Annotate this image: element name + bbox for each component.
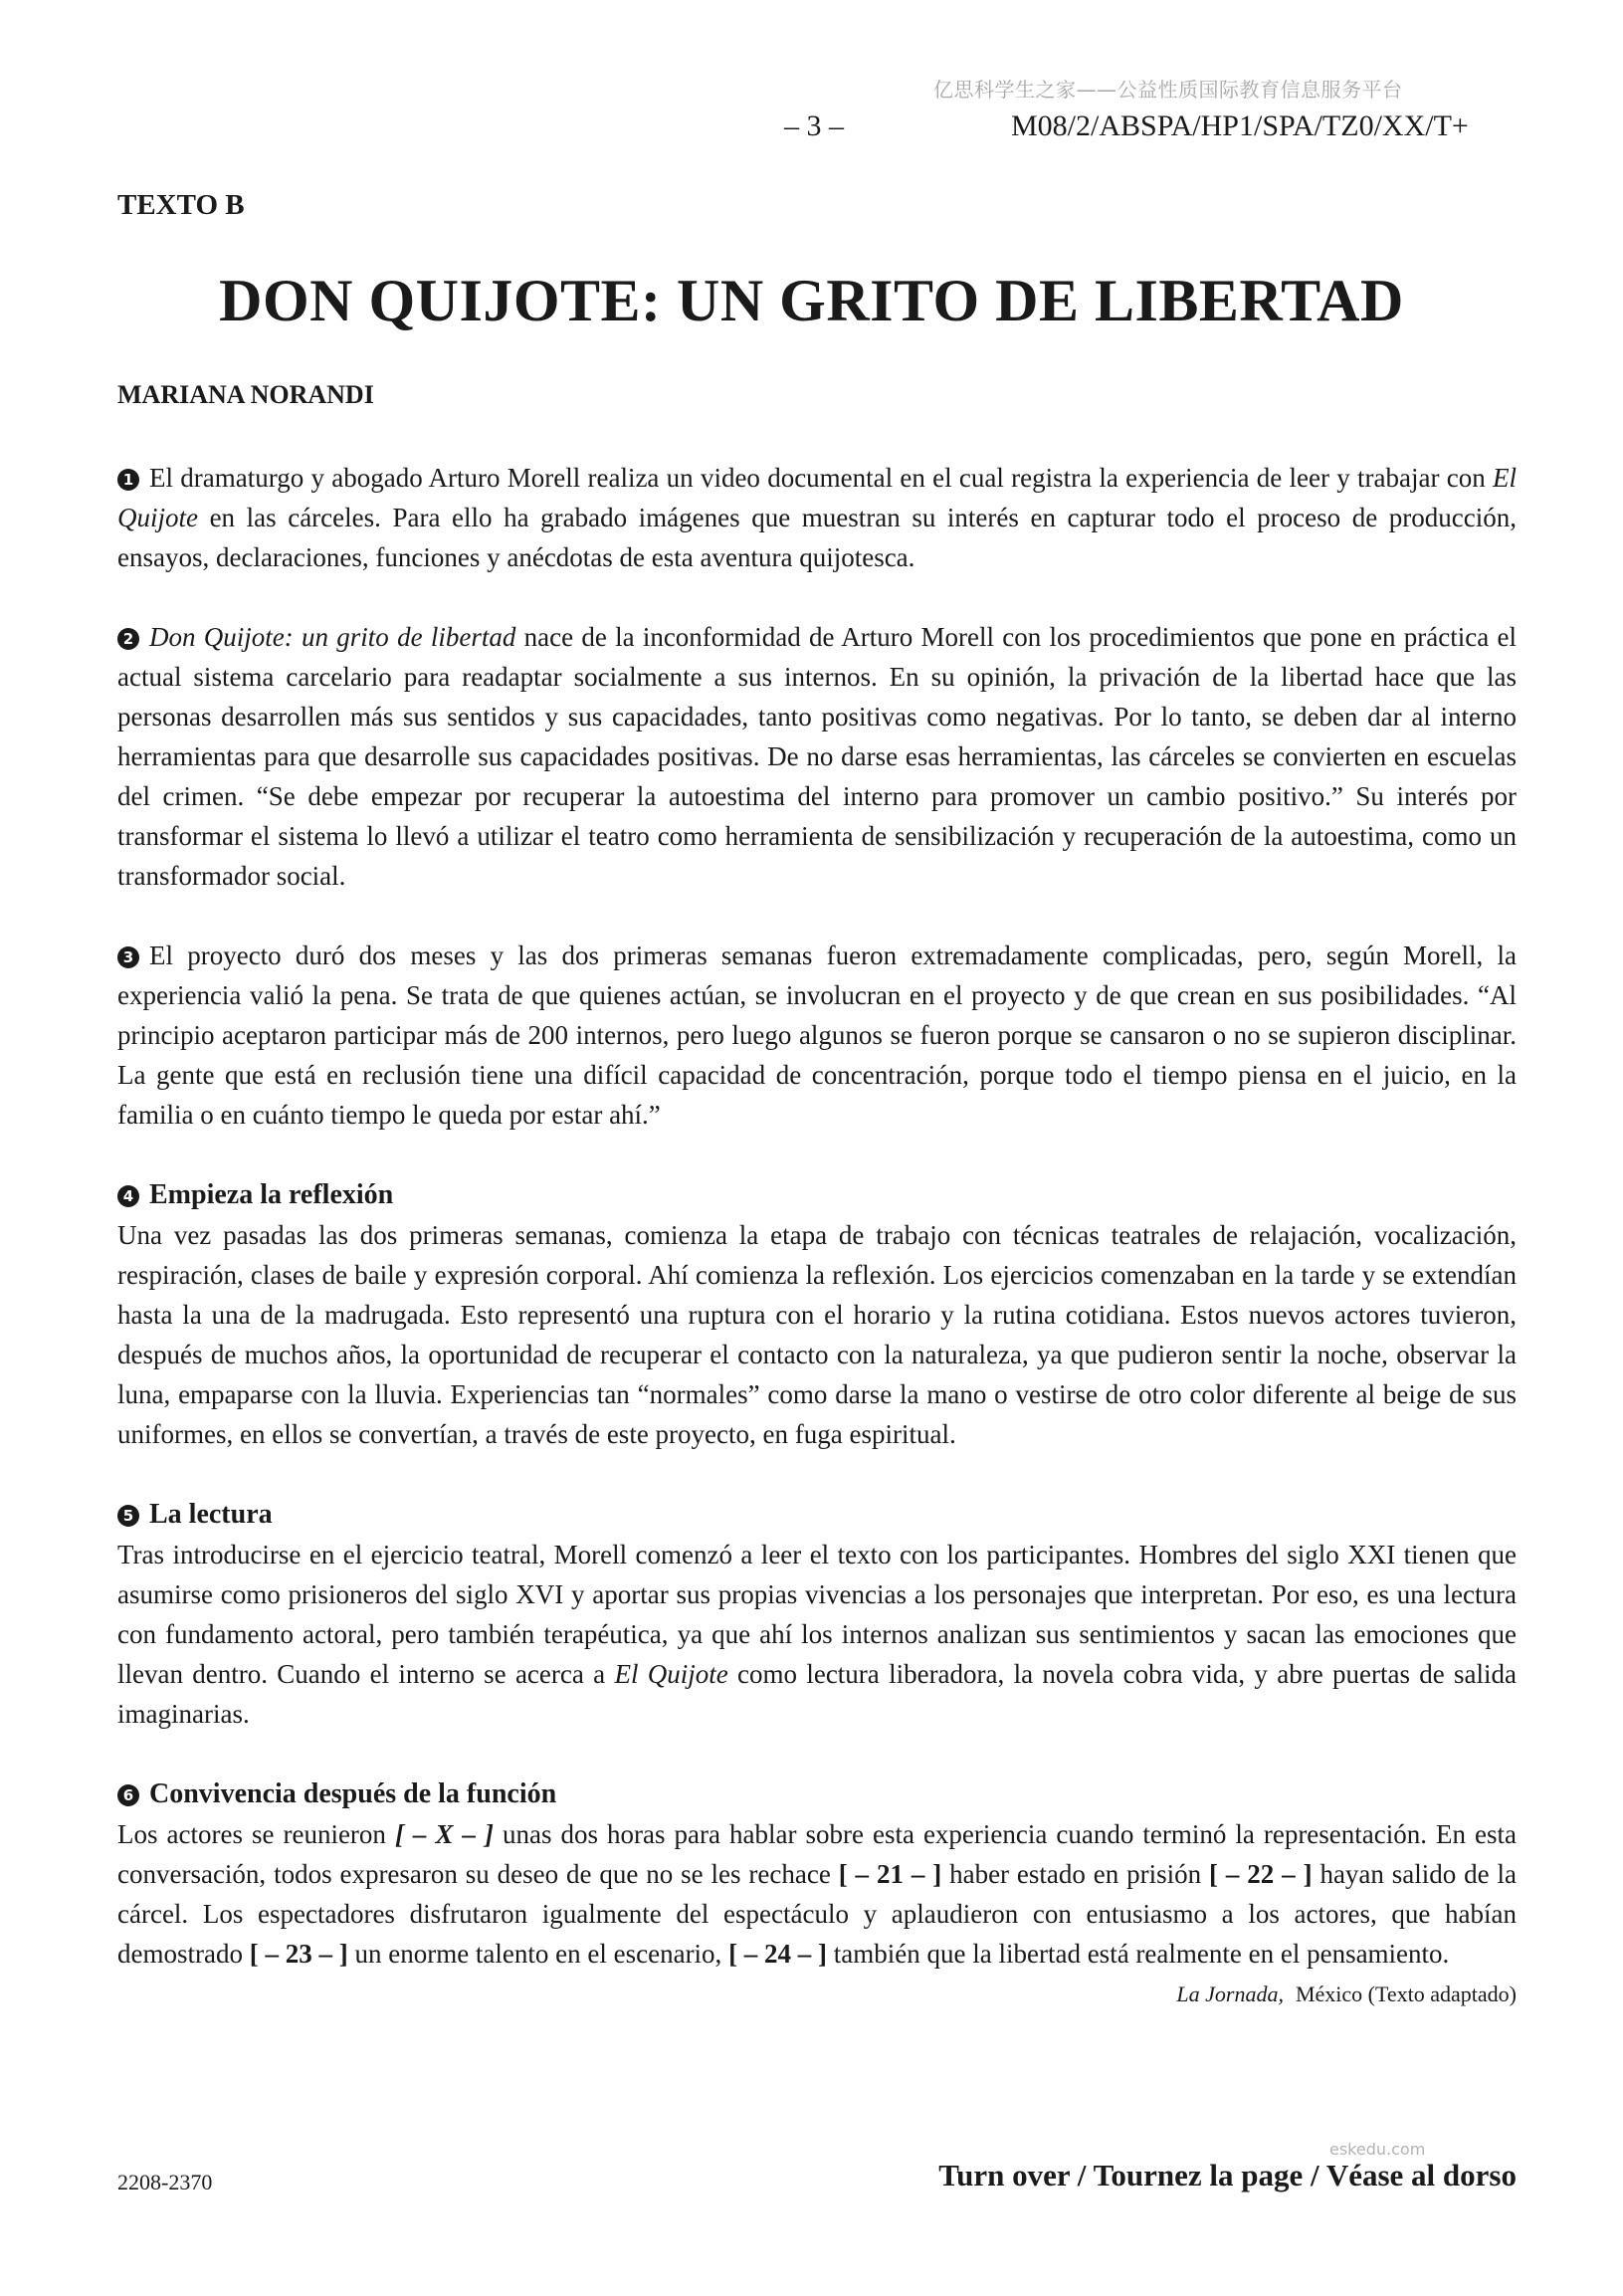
document-code: M08/2/ABSPA/HP1/SPA/TZ0/XX/T+: [1011, 109, 1469, 142]
author-name: MARIANA NORANDI: [117, 380, 374, 409]
paragraph-text: haber estado en prisión: [941, 1859, 1210, 1889]
paragraph-text: hayan salido de la cárcel. Los espectadores disfrutaron igualmente del espectáculo y aplaudieron con entusiasmo a los actores, que habían demostrado: [117, 1859, 1518, 1969]
book-title: El Quijote: [117, 463, 1517, 532]
documentary-title-colon: :: [284, 622, 303, 652]
paragraph-1: [117, 458, 1517, 577]
documentary-title: Don Quijote: [149, 622, 285, 652]
paragraph-text: en las cárceles. Para ello ha grabado imágenes que muestran su interés en capturar todo el proceso de producción, ensayos, declaraciones, funciones y anécdotas de esta aventura quijotesca.: [117, 503, 1517, 572]
article-body: [117, 458, 1517, 2009]
watermark-top: 亿思科学生之家——公益性质国际教育信息服务平台: [933, 78, 1403, 102]
section-heading: Empieza la reflexión: [149, 1179, 394, 1210]
paragraph-number-badge: 6: [117, 1784, 139, 1806]
paragraph-text: unas dos horas para hablar sobre esta experiencia cuando terminó la representación. En esta conversación, todos expresaron su deseo de que no se les rechace: [117, 1819, 1517, 1889]
section-heading: Convivencia después de la función: [149, 1778, 557, 1809]
gap-example-x: [ – X – ]: [394, 1819, 494, 1849]
gap-22: [ – 22 – ]: [1209, 1859, 1313, 1889]
paragraph-number-badge: 4: [117, 1185, 139, 1207]
source-citation: [117, 1980, 1517, 2009]
paragraph-text: Tras introducirse en el ejercicio teatral, Morell comenzó a leer el texto con los participantes. Hombres del siglo XXI tienen que asumirse como prisioneros del siglo XVI y aportar sus propias vivencias a los personajes que interpretan. Por eso, es una lectura con fundamento actoral, pero también terapéutica, ya que ahí los internos analizan sus sentimientos y sacan las emociones que llevan dentro. Cuando el interno se acerca a: [117, 1540, 1517, 1689]
paragraph-text: como lectura liberadora, la novela cobra vida, y abre puertas de salida imaginarias.: [117, 1659, 1518, 1729]
paragraph-text: también que la libertad está realmente en el pensamiento.: [827, 1939, 1450, 1969]
paragraph-text: El proyecto duró dos meses y las dos primeras semanas fueron extremadamente complicadas, pero, según Morell, la experiencia valió la pena. Se trata de que quienes actúan, se involucran en el proyecto y de que crean en sus posibilidades. “Al principio aceptaron participar más de 200 internos, pero luego algunos se fueron porque se cansaron o no se supieron disciplinar. La gente que está en reclusión tiene una difícil capacidad de concentración, porque todo el tiempo piensa en el juicio, en la familia o en cuánto tiempo le queda por estar ahí.”: [117, 940, 1517, 1130]
book-title: El Quijote: [614, 1659, 728, 1689]
paragraph-2: [117, 617, 1517, 896]
paragraph-text: Los actores se reunieron: [117, 1819, 395, 1849]
paragraph-3: [117, 936, 1517, 1135]
source-details: México (Texto adaptado): [1295, 1982, 1517, 2006]
paragraph-4: [117, 1174, 1517, 1454]
paragraph-text: nace de la inconformidad de Arturo Morell con los procedimientos que pone en práctica el actual sistema carcelario para readaptar socialmente a sus internos. En su opinión, la privación de la libertad hace que las personas desarrollen más sus sentidos y sus capacidades, tanto positivas como negativas. Por lo tanto, se deben dar al interno herramientas para que desarrolle sus capacidades positivas. De no darse esas herramientas, las cárceles se convierten en escuelas del crimen. “Se debe empezar por recuperar la autoestima del interno para promover un cambio positivo.” Su interés por transformar el sistema lo llevó a utilizar el teatro como herramienta de sensibilización y recuperación de la autoestima, como un transformador social.: [117, 622, 1517, 891]
turn-over-note: Turn over / Tournez la page / Véase al dorso: [938, 2158, 1517, 2192]
paragraph-number-badge: 1: [117, 469, 139, 491]
paragraph-number-badge: 2: [117, 628, 139, 650]
page-title: DON QUIJOTE: UN GRITO DE LIBERTAD: [219, 268, 1404, 333]
paragraph-5: [117, 1494, 1517, 1734]
gap-21: [ – 21 – ]: [838, 1859, 942, 1889]
page-number: – 3 –: [784, 109, 844, 142]
paragraph-number-badge: 5: [117, 1505, 139, 1527]
documentary-title: un grito de libertad: [302, 622, 516, 652]
paragraph-text: Una vez pasadas las dos primeras semanas, comienza la etapa de trabajo con técnicas teatrales de relajación, vocalización, respiración, clases de baile y expresión corporal. Ahí comienza la reflexión. Los ejercicios comenzaban en la tarde y se extendían hasta la una de la madrugada. Esto representó una ruptura con el horario y la rutina cotidiana. Estos nuevos actores tuvieron, después de muchos años, la oportunidad de recuperar el contacto con la naturaleza, ya que pudieron sentir la noche, observar la luna, empaparse con la lluvia. Experiencias tan “normales” como darse la mano o vestirse de otro color diferente al beige de sus uniformes, en ellos se convertían, a través de este proyecto, en fuga espiritual.: [117, 1220, 1517, 1449]
watermark-bottom: eskedu.com: [1329, 2140, 1426, 2159]
paragraph-text: El dramaturgo y abogado Arturo Morell realiza un video documental en el cual registra la experiencia de leer y trabajar con: [149, 463, 1493, 493]
section-heading: La lectura: [149, 1499, 273, 1530]
gap-24: [ – 24 – ]: [728, 1939, 828, 1969]
paragraph-text: un enorme talento en el escenario,: [347, 1939, 729, 1969]
footer-code: 2208-2370: [117, 2170, 213, 2194]
paragraph-6: [117, 1774, 1517, 1974]
publication-name: La Jornada,: [1176, 1982, 1284, 2006]
gap-23: [ – 23 – ]: [249, 1939, 348, 1969]
text-label: TEXTO B: [117, 189, 245, 221]
paragraph-number-badge: 3: [117, 946, 139, 968]
